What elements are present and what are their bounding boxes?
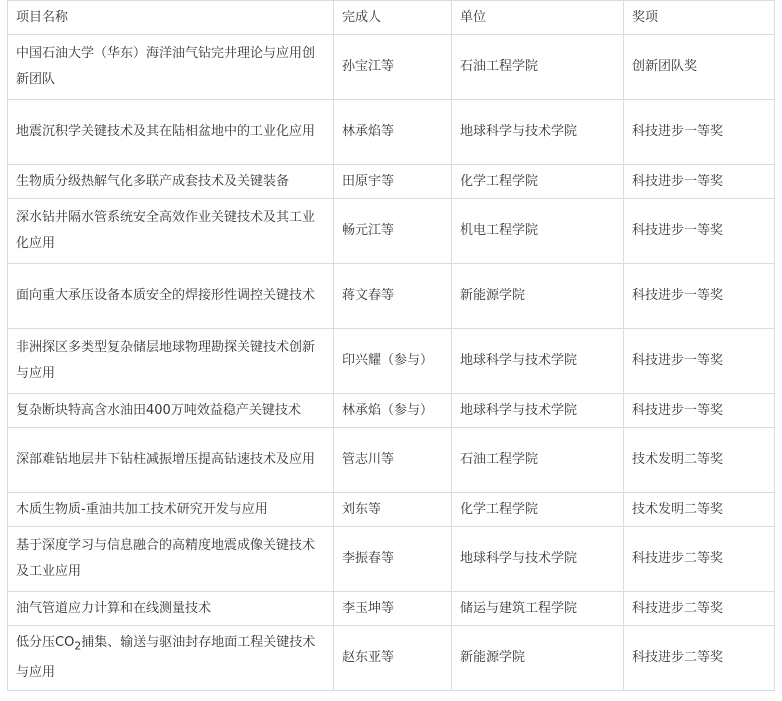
person-cell: 林承焰（参与） — [334, 394, 452, 428]
project-cell: 面向重大承压设备本质安全的焊接形性调控关键技术 — [8, 264, 334, 329]
award-cell: 技术发明二等奖 — [624, 493, 775, 527]
header-award: 奖项 — [624, 1, 775, 35]
table-row — [8, 165, 775, 199]
person-cell: 蒋文春等 — [334, 264, 452, 329]
table-row — [8, 592, 775, 626]
project-cell: 木质生物质-重油共加工技术研究开发与应用 — [8, 493, 334, 527]
unit-cell: 地球科学与技术学院 — [452, 394, 624, 428]
header-project: 项目名称 — [8, 1, 334, 35]
person-cell: 李振春等 — [334, 527, 452, 592]
project-cell: 深部难钻地层井下钻柱减振增压提高钻速技术及应用 — [8, 428, 334, 493]
award-cell: 科技进步一等奖 — [624, 100, 775, 165]
project-cell: 地震沉积学关键技术及其在陆相盆地中的工业化应用 — [8, 100, 334, 165]
award-cell: 科技进步一等奖 — [624, 394, 775, 428]
project-cell: 中国石油大学（华东）海洋油气钻完井理论与应用创新团队 — [8, 35, 334, 100]
header-unit: 单位 — [452, 1, 624, 35]
award-cell: 科技进步一等奖 — [624, 329, 775, 394]
unit-cell: 石油工程学院 — [452, 35, 624, 100]
unit-cell: 石油工程学院 — [452, 428, 624, 493]
project-text-pre: 低分压CO — [16, 635, 75, 651]
award-cell: 科技进步二等奖 — [624, 626, 775, 691]
award-cell: 科技进步二等奖 — [624, 527, 775, 592]
award-cell: 创新团队奖 — [624, 35, 775, 100]
project-text-post: 捕集、输送与驱油封存地面工程关键技术与应用 — [16, 635, 316, 680]
unit-cell: 化学工程学院 — [452, 165, 624, 199]
awards-table — [7, 0, 775, 691]
award-cell: 科技进步一等奖 — [624, 264, 775, 329]
person-cell: 管志川等 — [334, 428, 452, 493]
project-cell: 基于深度学习与信息融合的高精度地震成像关键技术及工业应用 — [8, 527, 334, 592]
award-cell: 科技进步二等奖 — [624, 592, 775, 626]
table-row — [8, 35, 775, 100]
person-cell: 刘东等 — [334, 493, 452, 527]
table-row — [8, 626, 775, 691]
unit-cell: 地球科学与技术学院 — [452, 100, 624, 165]
unit-cell: 化学工程学院 — [452, 493, 624, 527]
project-cell: 复杂断块特高含水油田400万吨效益稳产关键技术 — [8, 394, 334, 428]
unit-cell: 储运与建筑工程学院 — [452, 592, 624, 626]
table-row — [8, 264, 775, 329]
award-cell: 技术发明二等奖 — [624, 428, 775, 493]
person-cell: 林承焰等 — [334, 100, 452, 165]
unit-cell: 机电工程学院 — [452, 199, 624, 264]
table-row — [8, 394, 775, 428]
person-cell: 印兴耀（参与） — [334, 329, 452, 394]
award-cell: 科技进步一等奖 — [624, 199, 775, 264]
table-row — [8, 493, 775, 527]
table-row — [8, 199, 775, 264]
unit-cell: 地球科学与技术学院 — [452, 527, 624, 592]
table-row — [8, 100, 775, 165]
unit-cell: 新能源学院 — [452, 264, 624, 329]
table-row — [8, 527, 775, 592]
project-cell: 深水钻井隔水管系统安全高效作业关键技术及其工业化应用 — [8, 199, 334, 264]
person-cell: 李玉坤等 — [334, 592, 452, 626]
table-row — [8, 428, 775, 493]
subscript-two: 2 — [74, 639, 82, 653]
person-cell: 赵东亚等 — [334, 626, 452, 691]
award-cell: 科技进步一等奖 — [624, 165, 775, 199]
unit-cell: 新能源学院 — [452, 626, 624, 691]
unit-cell: 地球科学与技术学院 — [452, 329, 624, 394]
project-cell — [8, 626, 334, 691]
header-person: 完成人 — [334, 1, 452, 35]
project-cell: 油气管道应力计算和在线测量技术 — [8, 592, 334, 626]
person-cell: 孙宝江等 — [334, 35, 452, 100]
project-cell: 生物质分级热解气化多联产成套技术及关键装备 — [8, 165, 334, 199]
table-row — [8, 329, 775, 394]
person-cell: 田原宇等 — [334, 165, 452, 199]
person-cell: 畅元江等 — [334, 199, 452, 264]
project-cell: 非洲探区多类型复杂储层地球物理勘探关键技术创新与应用 — [8, 329, 334, 394]
table-header-row — [8, 1, 775, 35]
